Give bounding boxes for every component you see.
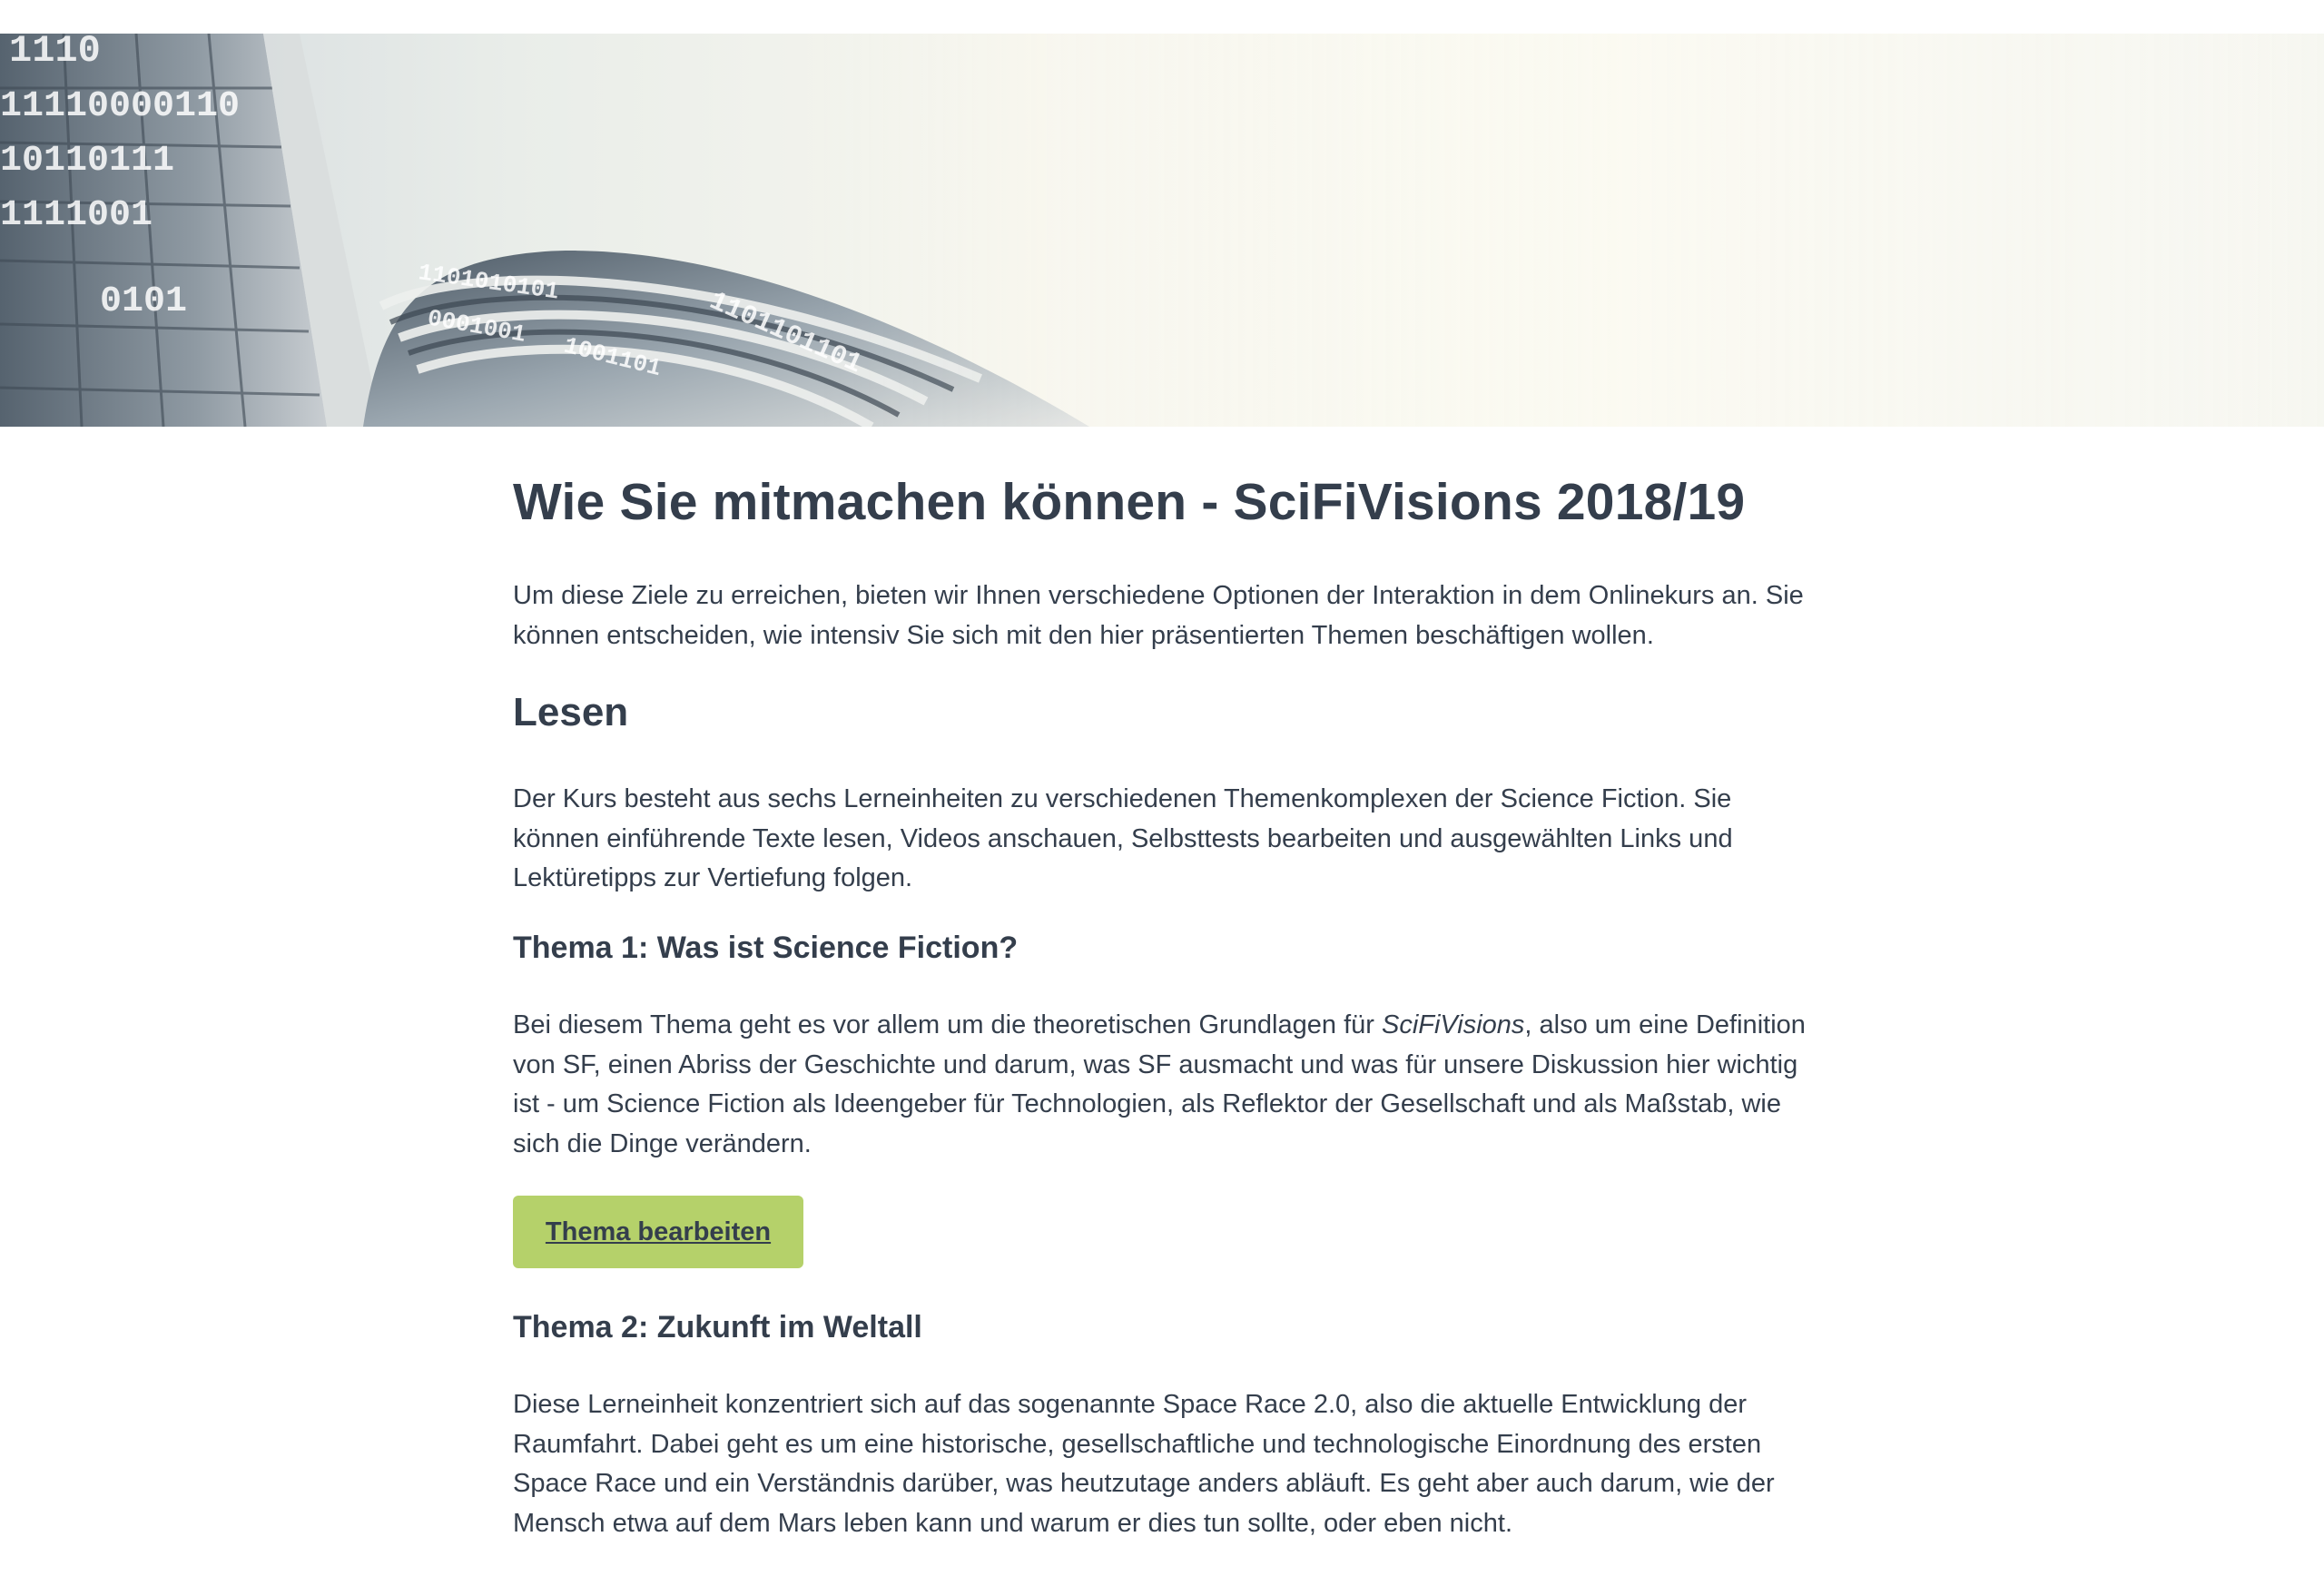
svg-text:11110000110: 11110000110: [0, 86, 241, 127]
thema2-text: Diese Lerneinheit konzentriert sich auf das sogenannte Space Race 2.0, also die aktuelle Entwicklung der Raumfahrt. Dabei geht es um eine historische, gesellschaftliche und technologische Einordnung des ersten Space Race und ein Verständnis darüber, was heutzutage anders abläuft. Es geht aber auch darum, wie der Mensch etwa auf dem Mars leben kann und warum er dies tun sollte, oder eben nicht.: [513, 1390, 1775, 1538]
svg-text:1101010101: 1101010101: [416, 259, 561, 306]
page-title: Wie Sie mitmachen können - SciFiVisions 2018/19: [513, 473, 1746, 531]
svg-text:1101101101: 1101101101: [704, 286, 867, 381]
svg-text:1110: 1110: [9, 34, 101, 73]
thema1-text: [513, 1006, 1811, 1164]
intro-text: Um diese Ziele zu erreichen, bieten wir Ihnen verschiedene Optionen der Interaktion in dem Onlinekurs an. Sie können entscheiden, wie intensiv Sie sich mit den hier präsentierten Themen beschäftigen wollen.: [513, 581, 1804, 650]
svg-text:1111001: 1111001: [0, 195, 153, 236]
thema1-text-before: Bei diesem Thema geht es vor allem um die theoretischen Grundlagen für: [513, 1010, 1382, 1039]
building-binary-illustration: [0, 34, 2324, 427]
hero-banner: [0, 34, 2324, 427]
svg-text:10110111: 10110111: [0, 141, 175, 182]
thema1-text-after: , also um eine Definition von SF, einen Abriss der Geschichte und darum, was SF ausmacht und was für unsere Diskussion hier wichtig ist - um Science Fiction als Ideengeber für Technologien, als Reflektor der Gesellschaft und als Maßstab, wie sich die Dinge verändern.: [513, 1010, 1806, 1158]
lesen-text: Der Kurs besteht aus sechs Lerneinheiten zu verschiedenen Themenkomplexen der Science Fiction. Sie können einführende Texte lesen, Videos anschauen, Selbsttests bearbeiten und ausgewählten Links und Lektüretipps zur Vertiefung folgen.: [513, 784, 1733, 892]
svg-text:0001001: 0001001: [425, 304, 528, 349]
svg-text:0101: 0101: [100, 281, 188, 322]
section-heading-lesen: Lesen: [513, 690, 629, 734]
svg-text:1001101: 1001101: [561, 331, 665, 383]
thema1-text-emphasis: SciFiVisions: [1381, 1010, 1525, 1039]
thema-bearbeiten-button[interactable]: Thema bearbeiten: [513, 1196, 803, 1268]
thema1-heading: Thema 1: Was ist Science Fiction?: [513, 931, 1019, 965]
thema2-heading: Thema 2: Zukunft im Weltall: [513, 1310, 922, 1345]
top-strip: [0, 0, 2324, 34]
